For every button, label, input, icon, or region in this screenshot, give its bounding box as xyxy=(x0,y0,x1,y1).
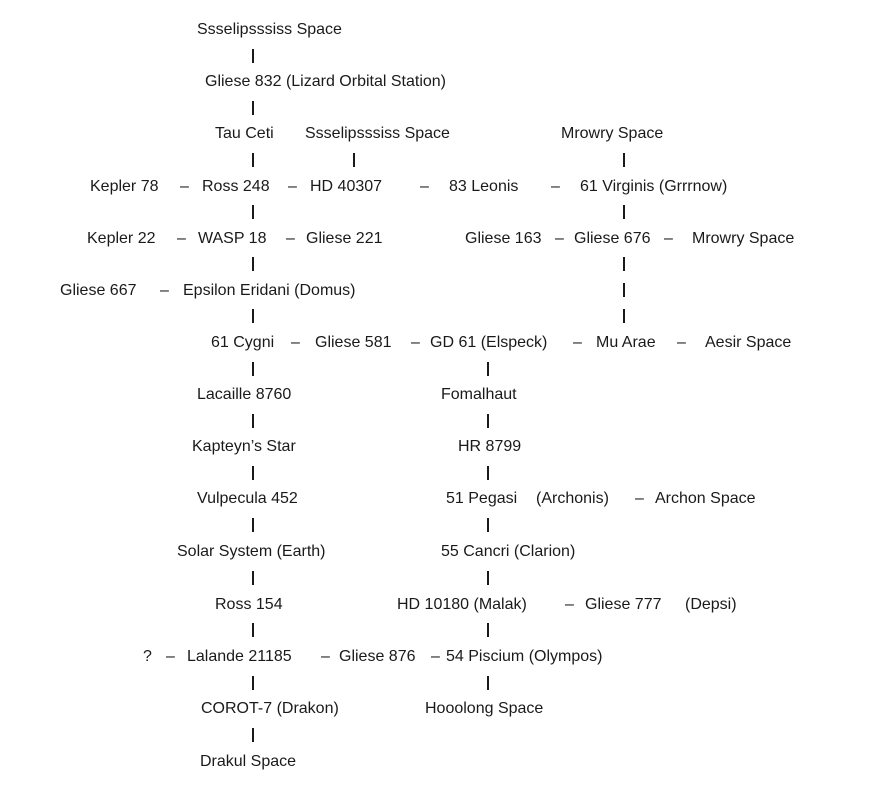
node-kapteyns-star: Kapteyn’s Star xyxy=(192,438,296,455)
connector-line xyxy=(252,571,254,585)
node-gliese-676: Gliese 676 xyxy=(574,230,651,247)
node-tau-ceti: Tau Ceti xyxy=(215,125,274,142)
connector-line xyxy=(623,309,625,323)
connector-line xyxy=(487,623,489,637)
link-dash: – xyxy=(177,230,186,247)
link-dash: – xyxy=(565,596,574,613)
link-dash: – xyxy=(321,648,330,665)
node-corot-7: COROT-7 (Drakon) xyxy=(201,700,339,717)
node-fomalhaut: Fomalhaut xyxy=(441,386,517,403)
connector-line xyxy=(252,623,254,637)
connector-line xyxy=(252,728,254,742)
connector-line xyxy=(252,205,254,219)
node-gliese-163: Gliese 163 xyxy=(465,230,542,247)
node-aesir-space: Aesir Space xyxy=(705,334,792,351)
node-hr-8799: HR 8799 xyxy=(458,438,522,455)
node-gliese-876: Gliese 876 xyxy=(339,648,416,665)
node-gd-61: GD 61 (Elspeck) xyxy=(430,334,548,351)
connector-line xyxy=(353,153,355,167)
connector-line xyxy=(252,153,254,167)
link-dash: – xyxy=(664,230,673,247)
node-gliese-221: Gliese 221 xyxy=(306,230,383,247)
node-kepler-22: Kepler 22 xyxy=(87,230,156,247)
node-83-leonis: 83 Leonis xyxy=(449,178,519,195)
node-vulpecula-452: Vulpecula 452 xyxy=(197,490,298,507)
connector-line xyxy=(623,153,625,167)
node-ssselipsssiss-space-top: Ssselipsssiss Space xyxy=(197,21,342,38)
connector-line xyxy=(252,309,254,323)
node-ross-154: Ross 154 xyxy=(215,596,283,613)
connector-line xyxy=(487,571,489,585)
connector-line xyxy=(623,257,625,271)
node-lalande-21185: Lalande 21185 xyxy=(187,648,292,665)
node-61-cygni: 61 Cygni xyxy=(211,334,275,351)
node-solar-system: Solar System (Earth) xyxy=(177,543,326,560)
node-gliese-777: Gliese 777 xyxy=(585,596,662,613)
node-hooolong-space: Hooolong Space xyxy=(425,700,544,717)
link-dash: – xyxy=(555,230,564,247)
node-drakul-space: Drakul Space xyxy=(200,753,297,770)
connector-line xyxy=(252,49,254,63)
connector-line xyxy=(487,466,489,480)
node-ssselipsssiss-space-2: Ssselipsssiss Space xyxy=(305,125,450,142)
connector-line xyxy=(252,414,254,428)
connector-line xyxy=(487,362,489,376)
node-archonis-label: (Archonis) xyxy=(536,490,609,507)
link-dash: – xyxy=(635,490,644,507)
connector-line xyxy=(623,205,625,219)
node-hd-10180: HD 10180 (Malak) xyxy=(397,596,527,613)
node-kepler-78: Kepler 78 xyxy=(90,178,159,195)
node-wasp-18: WASP 18 xyxy=(198,230,267,247)
link-dash: – xyxy=(160,282,169,299)
link-dash: – xyxy=(573,334,582,351)
connector-line xyxy=(623,283,625,297)
link-dash: – xyxy=(291,334,300,351)
connector-line xyxy=(487,676,489,690)
node-gliese-832: Gliese 832 (Lizard Orbital Station) xyxy=(205,73,446,90)
node-55-cancri: 55 Cancri (Clarion) xyxy=(441,543,576,560)
node-61-virginis: 61 Virginis (Grrrnow) xyxy=(580,178,728,195)
connector-line xyxy=(252,466,254,480)
node-mu-arae: Mu Arae xyxy=(596,334,656,351)
connector-line xyxy=(252,518,254,532)
node-depsi-label: (Depsi) xyxy=(685,596,737,613)
node-mrowry-space-top: Mrowry Space xyxy=(561,125,664,142)
node-mrowry-space: Mrowry Space xyxy=(692,230,795,247)
connector-line xyxy=(487,414,489,428)
connector-line xyxy=(252,257,254,271)
node-lacaille-8760: Lacaille 8760 xyxy=(197,386,292,403)
link-dash: – xyxy=(677,334,686,351)
link-dash: – xyxy=(431,648,440,665)
link-dash: – xyxy=(180,178,189,195)
node-epsilon-eridani: Epsilon Eridani (Domus) xyxy=(183,282,356,299)
node-unknown: ? xyxy=(143,648,152,665)
connector-line xyxy=(252,101,254,115)
link-dash: – xyxy=(288,178,297,195)
node-ross-248: Ross 248 xyxy=(202,178,270,195)
link-dash: – xyxy=(166,648,175,665)
node-archon-space: Archon Space xyxy=(655,490,756,507)
link-dash: – xyxy=(411,334,420,351)
connector-line xyxy=(487,518,489,532)
link-dash: – xyxy=(420,178,429,195)
node-54-piscium: 54 Piscium (Olympos) xyxy=(446,648,603,665)
connector-line xyxy=(252,362,254,376)
node-hd-40307: HD 40307 xyxy=(310,178,383,195)
connector-line xyxy=(252,676,254,690)
link-dash: – xyxy=(551,178,560,195)
node-gliese-581: Gliese 581 xyxy=(315,334,392,351)
node-51-pegasi: 51 Pegasi xyxy=(446,490,518,507)
node-gliese-667: Gliese 667 xyxy=(60,282,137,299)
link-dash: – xyxy=(286,230,295,247)
